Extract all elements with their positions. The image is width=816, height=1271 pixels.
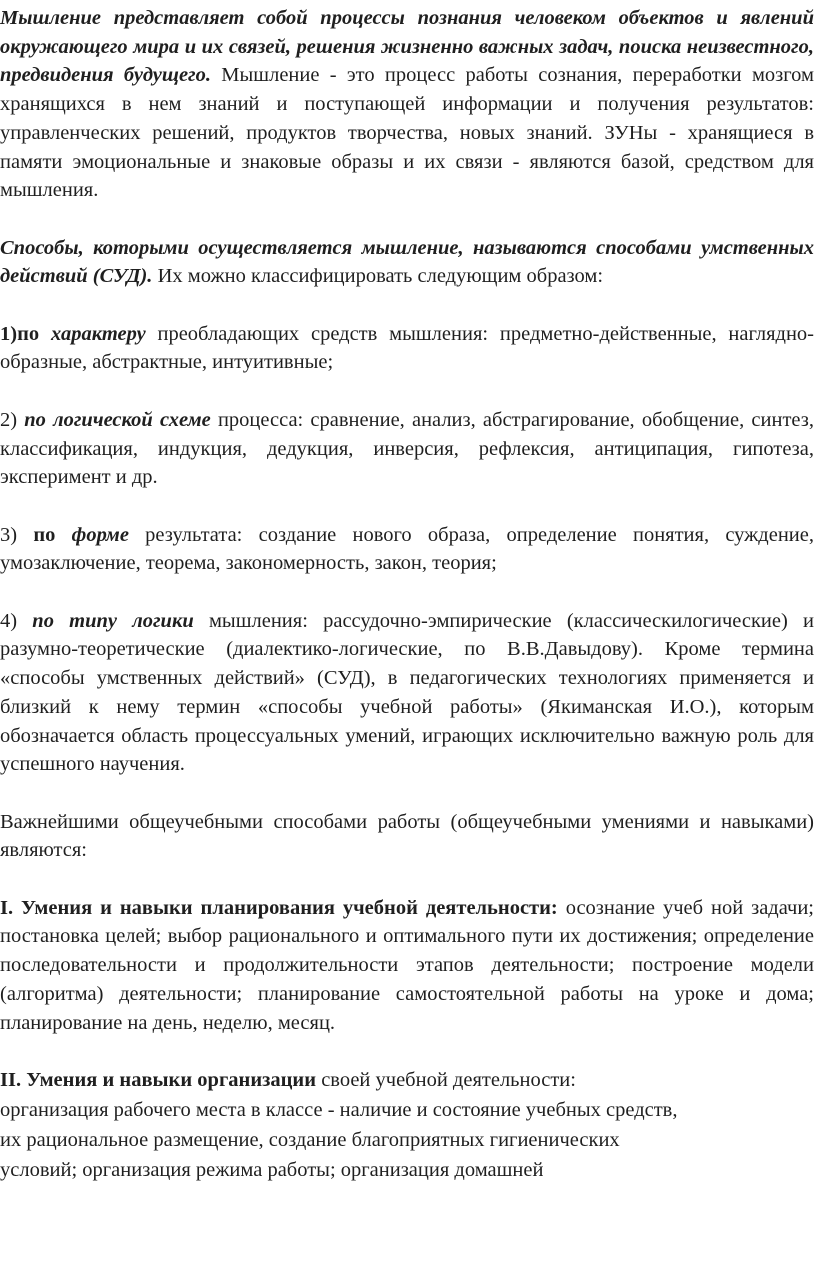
list-item-3-body: результата: создание нового образа, определение понятия, суждение, умозаключение, теорема, закономерность, закон, теория; xyxy=(0,523,814,575)
methods-intro-lead: Способы, которыми осуществляется мышление, называются способами умственных действий (СУД). xyxy=(0,236,814,288)
list-item-1-keyword: характеру xyxy=(50,322,146,345)
section-planning-title: I. Умения и навыки планирования учебной деятельности: xyxy=(0,896,558,919)
section-organization-line: условий; организация режима работы; организация домашней xyxy=(0,1158,544,1181)
section-organization xyxy=(0,1066,814,1095)
list-item-1-body: преобладающих средств мышления: предметно-действенные, наглядно-образные, абстрактные, интуитивные; xyxy=(0,322,814,374)
thinking-definition-body: Мышление - это процесс работы сознания, переработки мозгом хранящихся в нем знаний и поступающей информации и получения результатов: управленческих решений, продуктов творчества, новых знаний. ЗУНы - хранящиеся в памяти эмоциональные и знаковые образы и их связи - являются базой, средством для мышления. xyxy=(0,64,814,202)
list-item-1-number: 1)по xyxy=(0,322,51,345)
list-item-2 xyxy=(0,406,814,492)
paragraph-methods-intro xyxy=(0,234,814,291)
section-organization-body: своей учебной деятельности: xyxy=(316,1068,576,1091)
section-planning-body: осознание учеб ной задачи; постановка целей; выбор рационального и оптимального пути их достижения; определение последовательности и продолжительности этапов деятельности; построение модели (алгоритма) деятельности; планирование самостоятельной работы на уроке и дома; планирование на день, неделю, месяц. xyxy=(0,896,814,1034)
list-item-2-number: 2) xyxy=(0,408,25,431)
section-organization-line: организация рабочего места в классе - наличие и состояние учебных средств, xyxy=(0,1098,678,1121)
list-item-4 xyxy=(0,607,814,779)
list-item-1 xyxy=(0,320,814,377)
list-item-4-keyword: по типу логики xyxy=(32,609,194,632)
list-item-4-number: 4) xyxy=(0,609,33,632)
section-planning xyxy=(0,894,814,1038)
methods-intro-body: Их можно классифицировать следующим образом: xyxy=(152,265,604,288)
list-item-3-prefix: по xyxy=(33,523,72,546)
section-organization-line: их рациональное размещение, создание благоприятных гигиенических xyxy=(0,1128,620,1151)
thinking-definition-lead: Мышление представляет собой процессы познания человеком объектов и явлений окружающего мира и их связей, решения жизненно важных задач, поиска неизвестного, предвидения будущего. xyxy=(0,7,814,87)
section-organization-title: II. Умения и навыки организации xyxy=(0,1068,317,1091)
list-item-3-number: 3) xyxy=(0,523,34,546)
list-item-3 xyxy=(0,521,814,578)
list-item-4-body: мышления: рассудочно-эмпирические (классическилогические) и разумно-теоретические (диалектико-логические, по В.В.Давыдову). Кроме термина «способы умственных действий» (СУД), в педагогических технологиях применяется и близкий к нему термин «способы учебной работы» (Якиманская И.О.), которым обозначается область процессуальных умений, играющих исключительно важную роль для успешного научения. xyxy=(0,609,815,776)
list-item-2-keyword: по логической схеме xyxy=(24,408,211,431)
list-item-2-body: процесса: сравнение, анализ, абстрагирование, обобщение, синтез, классификация, индукция, дедукция, инверсия, рефлексия, антиципация, гипотеза, эксперимент и др. xyxy=(0,408,815,489)
paragraph-general-skills: Важнейшими общеучебными способами работы (общеучебными умениями и навыками) являются: xyxy=(0,810,814,862)
list-item-3-keyword: форме xyxy=(71,523,129,546)
paragraph-thinking-definition xyxy=(0,4,814,205)
